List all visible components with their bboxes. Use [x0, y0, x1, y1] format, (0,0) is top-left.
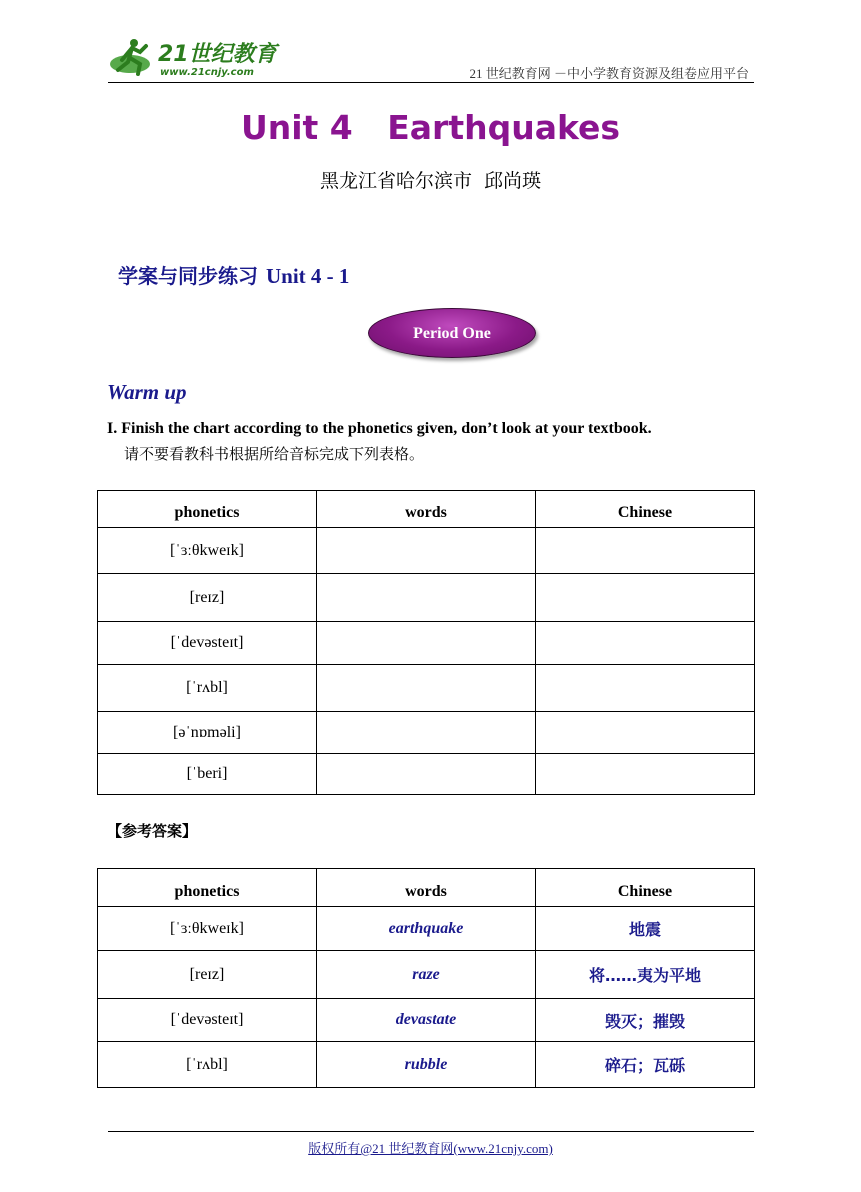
warm-up-heading: Warm up	[107, 380, 187, 404]
word-input-cell[interactable]	[317, 712, 536, 754]
phonetic-cell: [ˈdevəsteɪt]	[98, 622, 317, 665]
instruction-cn: 请不要看教科书根据所给音标完成下列表格。	[124, 445, 425, 463]
instruction-en: I. Finish the chart according to the phonetics given, don’t look at your textbook.	[107, 420, 652, 437]
phonetic-cell: [əˈnɒməli]	[98, 712, 317, 754]
chinese-input-cell[interactable]	[536, 712, 755, 754]
runner-logo-icon	[108, 34, 288, 80]
section-heading-en: Unit 4 - 1	[266, 264, 350, 288]
table-header-row	[98, 491, 755, 528]
table-row	[98, 907, 755, 951]
word-input-cell[interactable]	[317, 754, 536, 795]
column-header: Chinese	[536, 869, 755, 907]
answer-chinese-cell: 毁灭；摧毁	[536, 999, 755, 1042]
footer-divider	[108, 1131, 754, 1132]
phonetic-cell: [reɪz]	[98, 574, 317, 622]
table-row	[98, 754, 755, 795]
answer-word-cell: rubble	[317, 1042, 536, 1088]
table-row	[98, 622, 755, 665]
chinese-input-cell[interactable]	[536, 574, 755, 622]
column-header: words	[317, 869, 536, 907]
answer-table	[97, 868, 755, 1088]
table-row	[98, 1042, 755, 1088]
column-header: phonetics	[98, 491, 317, 528]
column-header: phonetics	[98, 869, 317, 907]
table-row	[98, 574, 755, 622]
chinese-input-cell[interactable]	[536, 754, 755, 795]
phonetic-cell: [ˈɜːθkweɪk]	[98, 528, 317, 574]
phonetic-cell: [ˈrʌbl]	[98, 665, 317, 712]
word-input-cell[interactable]	[317, 622, 536, 665]
word-input-cell[interactable]	[317, 528, 536, 574]
period-one-button[interactable]: Period One	[368, 308, 536, 358]
copyright-link[interactable]: 版权所有@21 世纪教育网(www.21cnjy.com)	[308, 1141, 553, 1156]
phonetic-cell: [ˈdevəsteɪt]	[98, 999, 317, 1042]
table-row	[98, 999, 755, 1042]
header-tagline: 21 世纪教育网 －中小学教育资源及组卷应用平台	[469, 66, 749, 81]
svg-text:www.21cnjy.com: www.21cnjy.com	[160, 67, 254, 78]
exercise-table	[97, 490, 755, 795]
column-header: words	[317, 491, 536, 528]
phonetic-cell: [ˈrʌbl]	[98, 1042, 317, 1088]
answer-chinese-cell: 碎石；瓦砾	[536, 1042, 755, 1088]
answer-word-cell: raze	[317, 951, 536, 999]
header-divider	[108, 82, 754, 83]
phonetic-cell: [reɪz]	[98, 951, 317, 999]
chinese-input-cell[interactable]	[536, 622, 755, 665]
phonetic-cell: [ˈɜːθkweɪk]	[98, 907, 317, 951]
table-row	[98, 665, 755, 712]
page-title: Unit 4 Earthquakes	[240, 108, 621, 147]
answer-chinese-cell: 地震	[536, 907, 755, 951]
site-logo	[108, 34, 288, 80]
author-line: 黑龙江省哈尔滨市 邱尚瑛	[319, 170, 542, 192]
table-header-row	[98, 869, 755, 907]
word-input-cell[interactable]	[317, 574, 536, 622]
answer-chinese-cell: 将……夷为平地	[536, 951, 755, 999]
svg-text:21世纪教育: 21世纪教育	[158, 42, 277, 67]
word-input-cell[interactable]	[317, 665, 536, 712]
table-row	[98, 951, 755, 999]
chinese-input-cell[interactable]	[536, 665, 755, 712]
answer-word-cell: devastate	[317, 999, 536, 1042]
phonetic-cell: [ˈberi]	[98, 754, 317, 795]
answer-key-label: 【参考答案】	[107, 822, 198, 840]
section-heading-cn: 学案与同步练习	[118, 264, 258, 288]
answer-word-cell: earthquake	[317, 907, 536, 951]
column-header: Chinese	[536, 491, 755, 528]
table-row	[98, 712, 755, 754]
section-heading	[118, 260, 349, 289]
chinese-input-cell[interactable]	[536, 528, 755, 574]
table-row	[98, 528, 755, 574]
